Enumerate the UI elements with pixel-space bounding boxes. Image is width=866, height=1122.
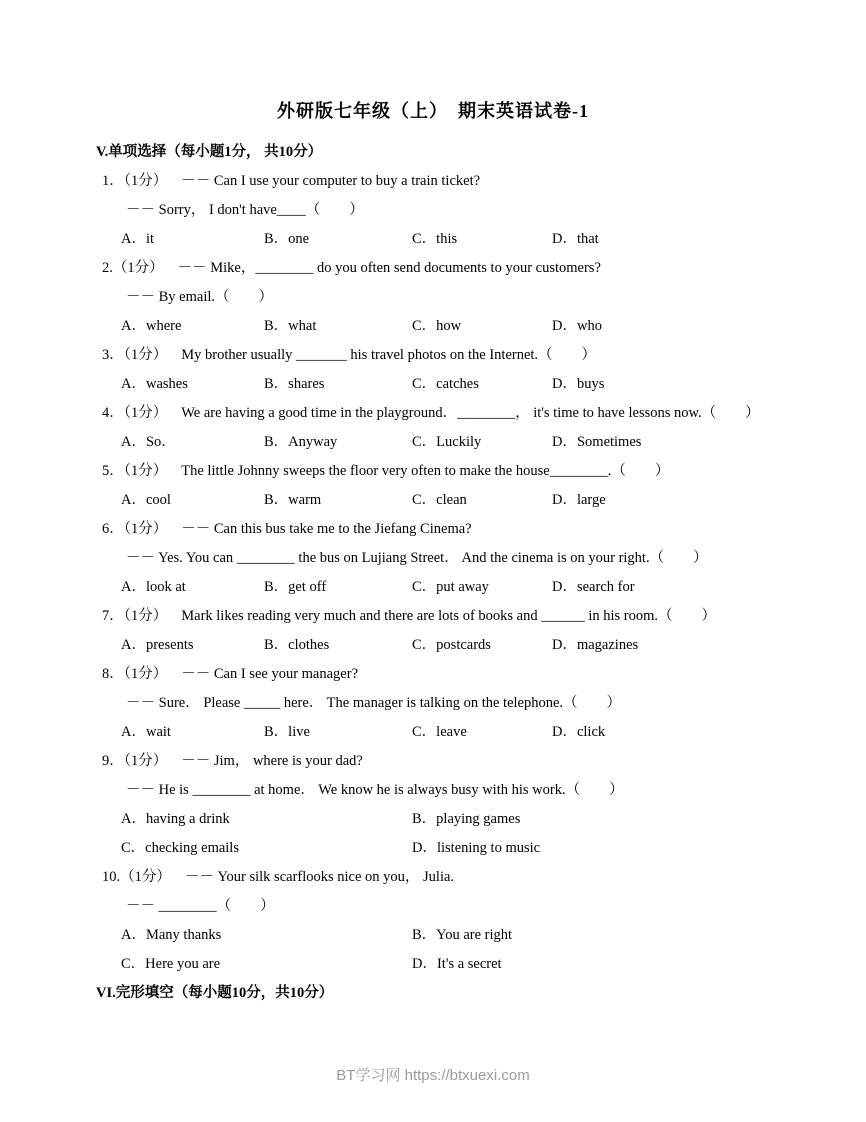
- option-a: A．having a drink: [121, 811, 230, 827]
- option-b: B．live: [264, 724, 310, 740]
- options-row: [96, 225, 770, 254]
- question-text: －－ Jim， where is your dad?: [181, 753, 363, 769]
- option-c: C．put away: [412, 579, 489, 595]
- option-a: A．Many thanks: [121, 927, 222, 943]
- question-number: 2.（1分）: [102, 260, 164, 276]
- question-line-2: －－ Sorry， I don't have____（ ）: [126, 202, 364, 218]
- option-d: D．who: [552, 318, 602, 334]
- options-row: [96, 631, 770, 660]
- option-c: C．catches: [412, 376, 479, 392]
- question-text: The little Johnny sweeps the floor very often to make the house________.（ ）: [181, 463, 670, 479]
- question-line: [96, 254, 770, 283]
- options-grid: [96, 921, 770, 979]
- options-row: [96, 573, 770, 602]
- option-a: A．presents: [121, 637, 194, 653]
- option-d: D．search for: [552, 579, 635, 595]
- question-number: 6．（1分）: [102, 521, 168, 537]
- option-b: B．one: [264, 231, 310, 247]
- question-line: [96, 399, 770, 428]
- question-number: 5．（1分）: [102, 463, 168, 479]
- option-b: B．playing games: [412, 811, 521, 827]
- question-line: [96, 747, 770, 776]
- options-row: [96, 428, 770, 457]
- option-d: D．large: [552, 492, 606, 508]
- option-b: B．You are right: [412, 927, 513, 943]
- section-heading-vi: VI.完形填空（每小题10分，共10分）: [96, 985, 334, 1001]
- option-b: B．shares: [264, 376, 325, 392]
- options-grid: [96, 805, 770, 863]
- option-b: B．get off: [264, 579, 327, 595]
- question-4: [96, 399, 770, 457]
- option-d: D．It's a secret: [412, 956, 502, 972]
- question-number: 9．（1分）: [102, 753, 168, 769]
- question-line: [96, 515, 770, 544]
- question-text: Mark likes reading very much and there are lots of books and ______ in his room.（ ）: [181, 608, 717, 624]
- question-number: 7．（1分）: [102, 608, 168, 624]
- options-row: [96, 718, 770, 747]
- options-row: [96, 486, 770, 515]
- option-d: D．listening to music: [412, 840, 541, 856]
- question-line: [96, 660, 770, 689]
- question-2: [96, 254, 770, 341]
- option-a: A．cool: [121, 492, 171, 508]
- question-line-2: －－ Sure． Please _____ here． The manager is talking on the telephone.（ ）: [126, 695, 622, 711]
- option-c: C．how: [412, 318, 462, 334]
- question-number: 3．（1分）: [102, 347, 168, 363]
- options-row: [96, 312, 770, 341]
- question-number: 1．（1分）: [102, 173, 168, 189]
- question-line: [96, 341, 770, 370]
- option-c: C．Luckily: [412, 434, 482, 450]
- question-10: [96, 863, 770, 979]
- question-text: －－ Mike，________ do you often send documents to your customers?: [177, 260, 601, 276]
- footer-text: BT学习网 https://btxuexi.com: [336, 1067, 530, 1084]
- option-d: D．buys: [552, 376, 605, 392]
- question-6: [96, 515, 770, 602]
- option-c: C．leave: [412, 724, 467, 740]
- option-d: D．that: [552, 231, 599, 247]
- option-b: B．clothes: [264, 637, 330, 653]
- option-a: A．washes: [121, 376, 188, 392]
- question-line: [96, 602, 770, 631]
- question-3: [96, 341, 770, 399]
- option-d: D．Sometimes: [552, 434, 642, 450]
- question-text: －－ Can this bus take me to the Jiefang Cinema?: [181, 521, 472, 537]
- option-c: C．Here you are: [121, 956, 221, 972]
- question-text: －－ Can I see your manager?: [181, 666, 359, 682]
- question-5: [96, 457, 770, 515]
- question-text: We are having a good time in the playground．________， it's time to have lessons now.（ ）: [181, 405, 760, 421]
- question-line: [96, 457, 770, 486]
- section-heading-v: V.单项选择（每小题1分， 共10分）: [96, 144, 323, 160]
- question-line-2: －－ Yes. You can ________ the bus on Lujiang Street． And the cinema is on your right.（ ）: [126, 550, 708, 566]
- option-c: C．checking emails: [121, 840, 239, 856]
- option-a: A．it: [121, 231, 155, 247]
- question-number: 10.（1分）: [102, 869, 171, 885]
- question-1: [96, 167, 770, 254]
- option-a: A．wait: [121, 724, 171, 740]
- option-b: B．warm: [264, 492, 322, 508]
- question-text: －－ Your silk scarflooks nice on you， Julia.: [184, 869, 455, 885]
- option-d: D．magazines: [552, 637, 639, 653]
- question-8: [96, 660, 770, 747]
- option-d: D．click: [552, 724, 606, 740]
- question-number: 4．（1分）: [102, 405, 168, 421]
- option-c: C．postcards: [412, 637, 491, 653]
- question-line-2: －－ By email.（ ）: [126, 289, 274, 305]
- question-text: My brother usually _______ his travel photos on the Internet.（ ）: [181, 347, 597, 363]
- option-a: A．So．: [121, 434, 176, 450]
- question-line: [96, 863, 770, 892]
- options-row: [96, 370, 770, 399]
- option-a: A．look at: [121, 579, 186, 595]
- option-b: B．what: [264, 318, 317, 334]
- option-b: B．Anyway: [264, 434, 338, 450]
- option-c: C．this: [412, 231, 458, 247]
- question-line-2: －－ ________（ ）: [126, 898, 275, 914]
- option-c: C．clean: [412, 492, 467, 508]
- option-a: A．where: [121, 318, 182, 334]
- question-line: [96, 167, 770, 196]
- question-7: [96, 602, 770, 660]
- question-line-2: －－ He is ________ at home． We know he is always busy with his work.（ ）: [126, 782, 624, 798]
- question-9: [96, 747, 770, 863]
- question-number: 8．（1分）: [102, 666, 168, 682]
- question-text: －－ Can I use your computer to buy a train ticket?: [181, 173, 481, 189]
- page-title: 外研版七年级（上） 期末英语试卷-1: [277, 101, 589, 121]
